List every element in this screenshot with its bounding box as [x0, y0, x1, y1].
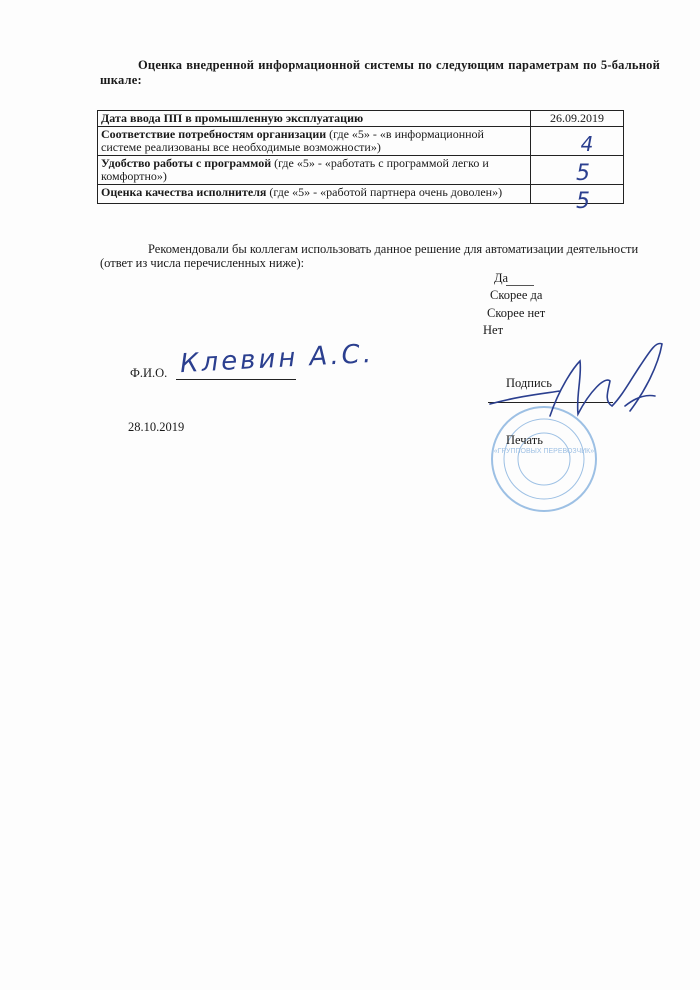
table-row [98, 111, 624, 127]
criterion-cell [98, 185, 531, 204]
value-cell [531, 156, 624, 185]
fio-label: Ф.И.О. [130, 366, 168, 380]
value-cell: 26.09.2019 [531, 111, 624, 127]
fio-line [176, 379, 296, 380]
signature-label: Подпись [506, 376, 552, 390]
recommendation-text: Рекомендовали бы коллегам использовать данное решение для автоматизации деятельности (ответ из числа перечисленных ниже): [100, 242, 639, 270]
criterion-description: (где «5» - «в информационной системе реализованы все необходимые возможности») [101, 127, 484, 154]
document-heading: Оценка внедренной информационной системы по следующим параметрам по 5-бальной шкале: [100, 58, 660, 87]
document-date: 28.10.2019 [128, 420, 185, 434]
handwritten-score: 5 [576, 161, 590, 186]
option-underline [506, 285, 534, 286]
criterion-cell [98, 127, 531, 156]
table-row [98, 127, 624, 156]
table-row [98, 156, 624, 185]
criterion-description: (где «5» - «работать с программой легко и комфортно») [101, 156, 489, 183]
fio-handwritten: Клевин А.С. [179, 338, 375, 380]
criterion-title: Удобство работы с программой [101, 156, 272, 170]
criterion-cell [98, 156, 531, 185]
option-no: Нет [483, 323, 504, 337]
value-cell [531, 185, 624, 214]
value-cell [531, 127, 624, 156]
option-rather-no: Скорее нет [487, 306, 546, 320]
criterion-title: Оценка качества исполнителя [101, 185, 267, 199]
signature-scribble [480, 336, 670, 436]
criterion-description: (где «5» - «работой партнера очень доволен») [266, 185, 503, 199]
criterion-title: Дата ввода ПП в промышленную эксплуатацию [101, 111, 364, 125]
criterion-cell [98, 111, 531, 127]
option-yes: Да [494, 271, 509, 285]
option-rather-yes: Скорее да [490, 288, 543, 302]
handwritten-score: 5 [576, 189, 590, 214]
table-row [98, 185, 624, 204]
criterion-title: Соответствие потребностям организации [101, 127, 327, 141]
stamp-label: Печать [506, 433, 543, 447]
handwritten-score: 4 [580, 132, 594, 156]
evaluation-table [97, 110, 624, 214]
stamp-text: «ГРУППОВЫХ ПЕРЕВОЗЧИК» [493, 448, 595, 455]
